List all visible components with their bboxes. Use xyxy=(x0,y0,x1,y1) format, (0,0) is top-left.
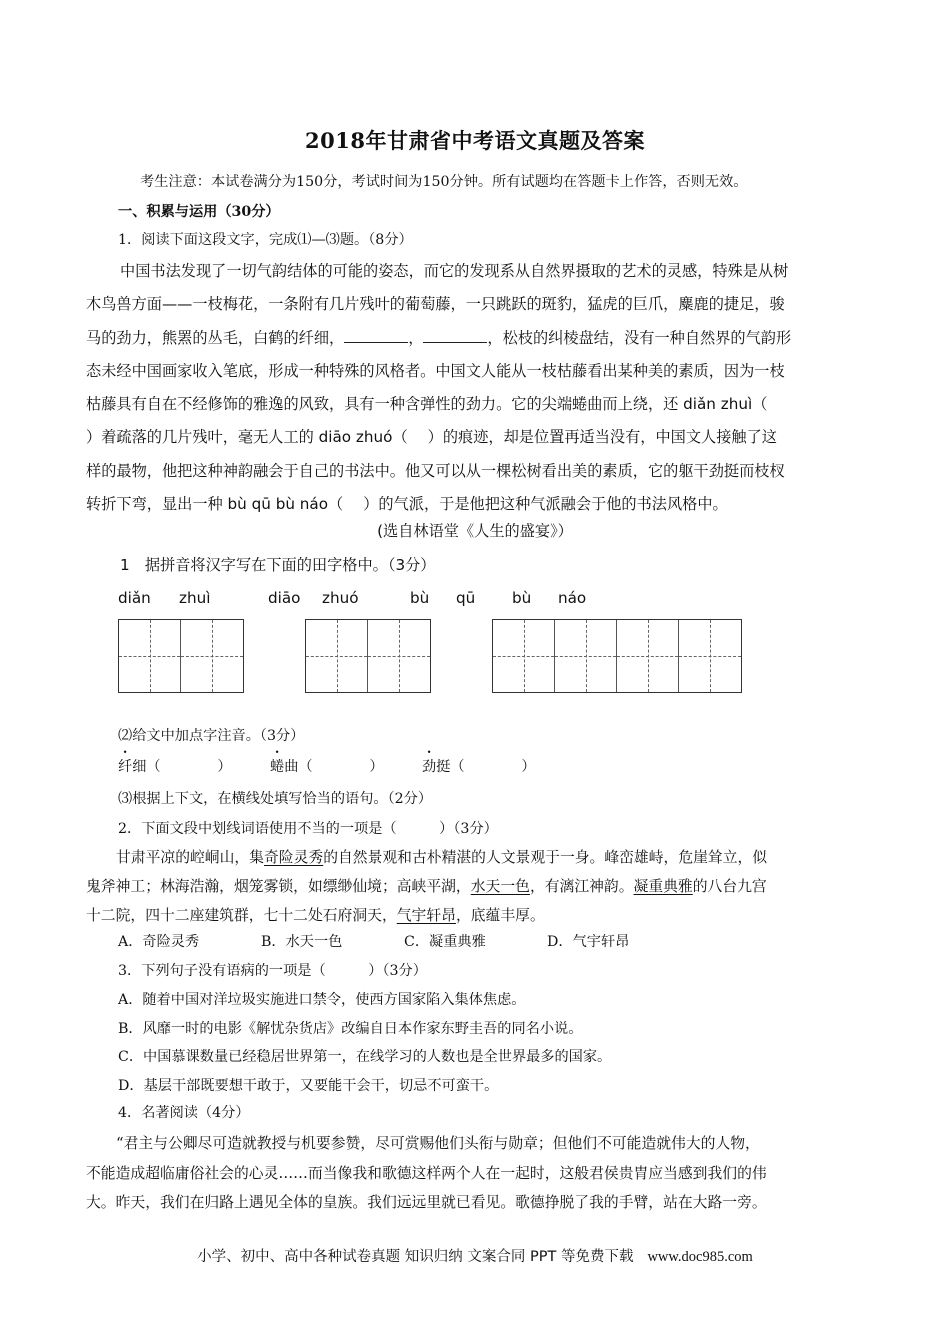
passage-line: 马的劲力，熊罴的丛毛，白鹤的纤细， ， ，松枝的纠棱盘结，没有一种自然界的气韵形 xyxy=(86,328,792,347)
passage-line: 甘肃平凉的崆峒山，集奇险灵秀的自然景观和古朴精湛的人文景观于一身。峰峦雄峙，危崖耸立，似 xyxy=(116,849,768,866)
question-1-passage xyxy=(86,255,866,521)
option-a: A．奇险灵秀 xyxy=(118,934,200,950)
option-b: B．水天一色 xyxy=(261,934,343,950)
tianzige-cell[interactable] xyxy=(368,620,430,692)
question-4-passage xyxy=(86,1129,876,1218)
tianzige-cell[interactable] xyxy=(493,620,555,692)
document-title: 2018年甘肃省中考语文真题及答案 xyxy=(305,128,645,153)
tianzige-cell[interactable] xyxy=(181,620,243,692)
dotted-character: 纤 xyxy=(118,759,133,775)
passage-source: (选自林语堂《人生的盛宴》） xyxy=(377,522,573,540)
question-3-option-a: A．随着中国对洋垃圾实施进口禁令，使西方国家陷入集体焦虑。 xyxy=(118,992,526,1008)
footer-link[interactable]: www.doc985.com xyxy=(647,1249,753,1265)
fill-blank-1[interactable] xyxy=(344,328,408,343)
fill-blank-2[interactable] xyxy=(423,328,487,343)
tianzige-grid-dian-zhui xyxy=(118,619,244,693)
passage-line: 样的最物，他把这种神韵融会于自己的书法中。他又可以从一棵松树看出美的素质，它的躯干劲挺而枝杈 xyxy=(86,461,785,480)
question-3-option-c: C．中国慕课数量已经稳居世界第一，在线学习的人数也是全世界最多的国家。 xyxy=(118,1049,612,1065)
underlined-term: 水天一色 xyxy=(470,878,530,895)
page-footer xyxy=(0,1245,950,1266)
passage-line: 转折下弯，显出一种 bù qū bù náo（ ）的气派，于是他把这种气派融会于他的书法风格中。 xyxy=(86,495,728,514)
passage-line: 不能造成超临庸俗社会的心灵……而当像我和歌德这样两个人在一起时，这般君侯贵胄应当感到我们的伟 xyxy=(86,1164,767,1182)
question-2-prompt: 2．下面文段中划线词语使用不当的一项是（ ）（3分） xyxy=(118,821,498,837)
passage-line: 枯藤具有自在不经修饰的雅逸的风致，具有一种含弹性的劲力。它的尖端蜷曲而上绕，还 diǎn zhuì（ xyxy=(86,395,768,414)
question-3-prompt: 3．下列句子没有语病的一项是（ ）（3分） xyxy=(118,963,427,979)
subquestion-3-prompt: ⑶根据上下文，在横线处填写恰当的语句。（2分） xyxy=(118,791,433,807)
question-2-passage xyxy=(86,843,876,930)
option-c: C．凝重典雅 xyxy=(404,934,486,950)
pinyin-label: qū xyxy=(456,589,476,607)
tianzige-grid-diao-zhuo xyxy=(305,619,431,693)
tianzige-grid-bu-qu-bu-nao xyxy=(492,619,742,693)
pinyin-label: zhuì xyxy=(179,589,211,607)
pinyin-label: zhuó xyxy=(322,589,359,607)
passage-line: 大。昨天，我们在归路上遇见全体的皇族。我们远远里就已看见。歌德挣脱了我的手臂，站在大路一旁。 xyxy=(86,1194,767,1211)
question-4-prompt: 4．名著阅读（4分） xyxy=(118,1105,250,1121)
section-heading: 一、积累与运用（30分） xyxy=(118,204,280,220)
pinyin-label: diǎn xyxy=(118,589,151,607)
tianzige-cell[interactable] xyxy=(306,620,368,692)
passage-line: 木鸟兽方面——一枝梅花，一条附有几片残叶的葡萄藤，一只跳跃的斑豹，猛虎的巨爪，麋鹿的捷足，骏 xyxy=(86,295,785,314)
dotted-character: 劲 xyxy=(422,759,437,775)
passage-line: “君主与公卿尽可造就教授与机要参赞，尽可赏赐他们头衔与勋章；但他们不可能造就伟大的人物， xyxy=(116,1135,760,1152)
question-3-option-b: B．风靡一时的电影《解忧杂货店》改编自日本作家东野圭吾的同名小说。 xyxy=(118,1021,583,1037)
passage-line: 中国书法发现了一切气韵结体的可能的姿态，而它的发现系从自然界摄取的艺术的灵感，特殊是从树 xyxy=(120,262,789,280)
subquestion-1-prompt: 1 据拼音将汉字写在下面的田字格中。（3分） xyxy=(120,556,436,574)
footer-text: 小学、初中、高中各种试卷真题 知识归纳 文案合同 PPT 等免费下载 xyxy=(197,1249,634,1265)
passage-line: 十二院，四十二座建筑群，七十二处石府洞天，气宇轩昂，底蕴丰厚。 xyxy=(86,907,545,924)
subquestion-2-prompt: ⑵给文中加点字注音。（3分） xyxy=(118,728,305,744)
question-3-option-d: D．基层干部既要想干敢于，又要能干会干，切忌不可蛮干。 xyxy=(118,1078,499,1094)
underlined-term: 凝重典雅 xyxy=(633,878,693,895)
option-d: D．气宇轩昂 xyxy=(547,934,630,950)
question-2-options xyxy=(118,931,629,951)
exam-notice: 考生注意：本试卷满分为150分，考试时间为150分钟。所有试题均在答题卡上作答，否则无效。 xyxy=(140,174,748,190)
pinyin-label: diāo xyxy=(268,589,301,607)
pinyin-label: bù xyxy=(410,589,430,607)
phonetic-item: 劲挺（ ） xyxy=(422,759,536,775)
tianzige-cell[interactable] xyxy=(679,620,741,692)
passage-line: 态未经中国画家收入笔底，形成一种特殊的风格者。中国文人能从一枝枯藤看出某种美的素质，因为一枝 xyxy=(86,361,785,380)
underlined-term: 气宇轩昂 xyxy=(396,907,456,924)
phonetic-item: 纤细（ ） xyxy=(118,759,232,775)
tianzige-cell[interactable] xyxy=(617,620,679,692)
passage-line: ）着疏落的几片残叶，毫无人工的 diāo zhuó（ ）的痕迹，却是位置再适当没有，中国文人接触了这 xyxy=(86,428,777,447)
question-1-prompt: 1．阅读下面这段文字，完成⑴—⑶题。（8分） xyxy=(118,232,413,248)
dotted-character: 蜷 xyxy=(270,759,285,775)
underlined-term: 奇险灵秀 xyxy=(263,849,324,866)
pinyin-label: bù xyxy=(512,589,532,607)
pinyin-label: náo xyxy=(558,589,587,607)
passage-line: 鬼斧神工；林海浩瀚，烟笼雾锁，如缥缈仙境；高峡平湖，水天一色，有漓江神韵。凝重典雅的八台九宫 xyxy=(86,878,767,895)
tianzige-cell[interactable] xyxy=(119,620,181,692)
phonetic-item: 蜷曲（ ） xyxy=(270,759,384,775)
tianzige-cell[interactable] xyxy=(555,620,617,692)
